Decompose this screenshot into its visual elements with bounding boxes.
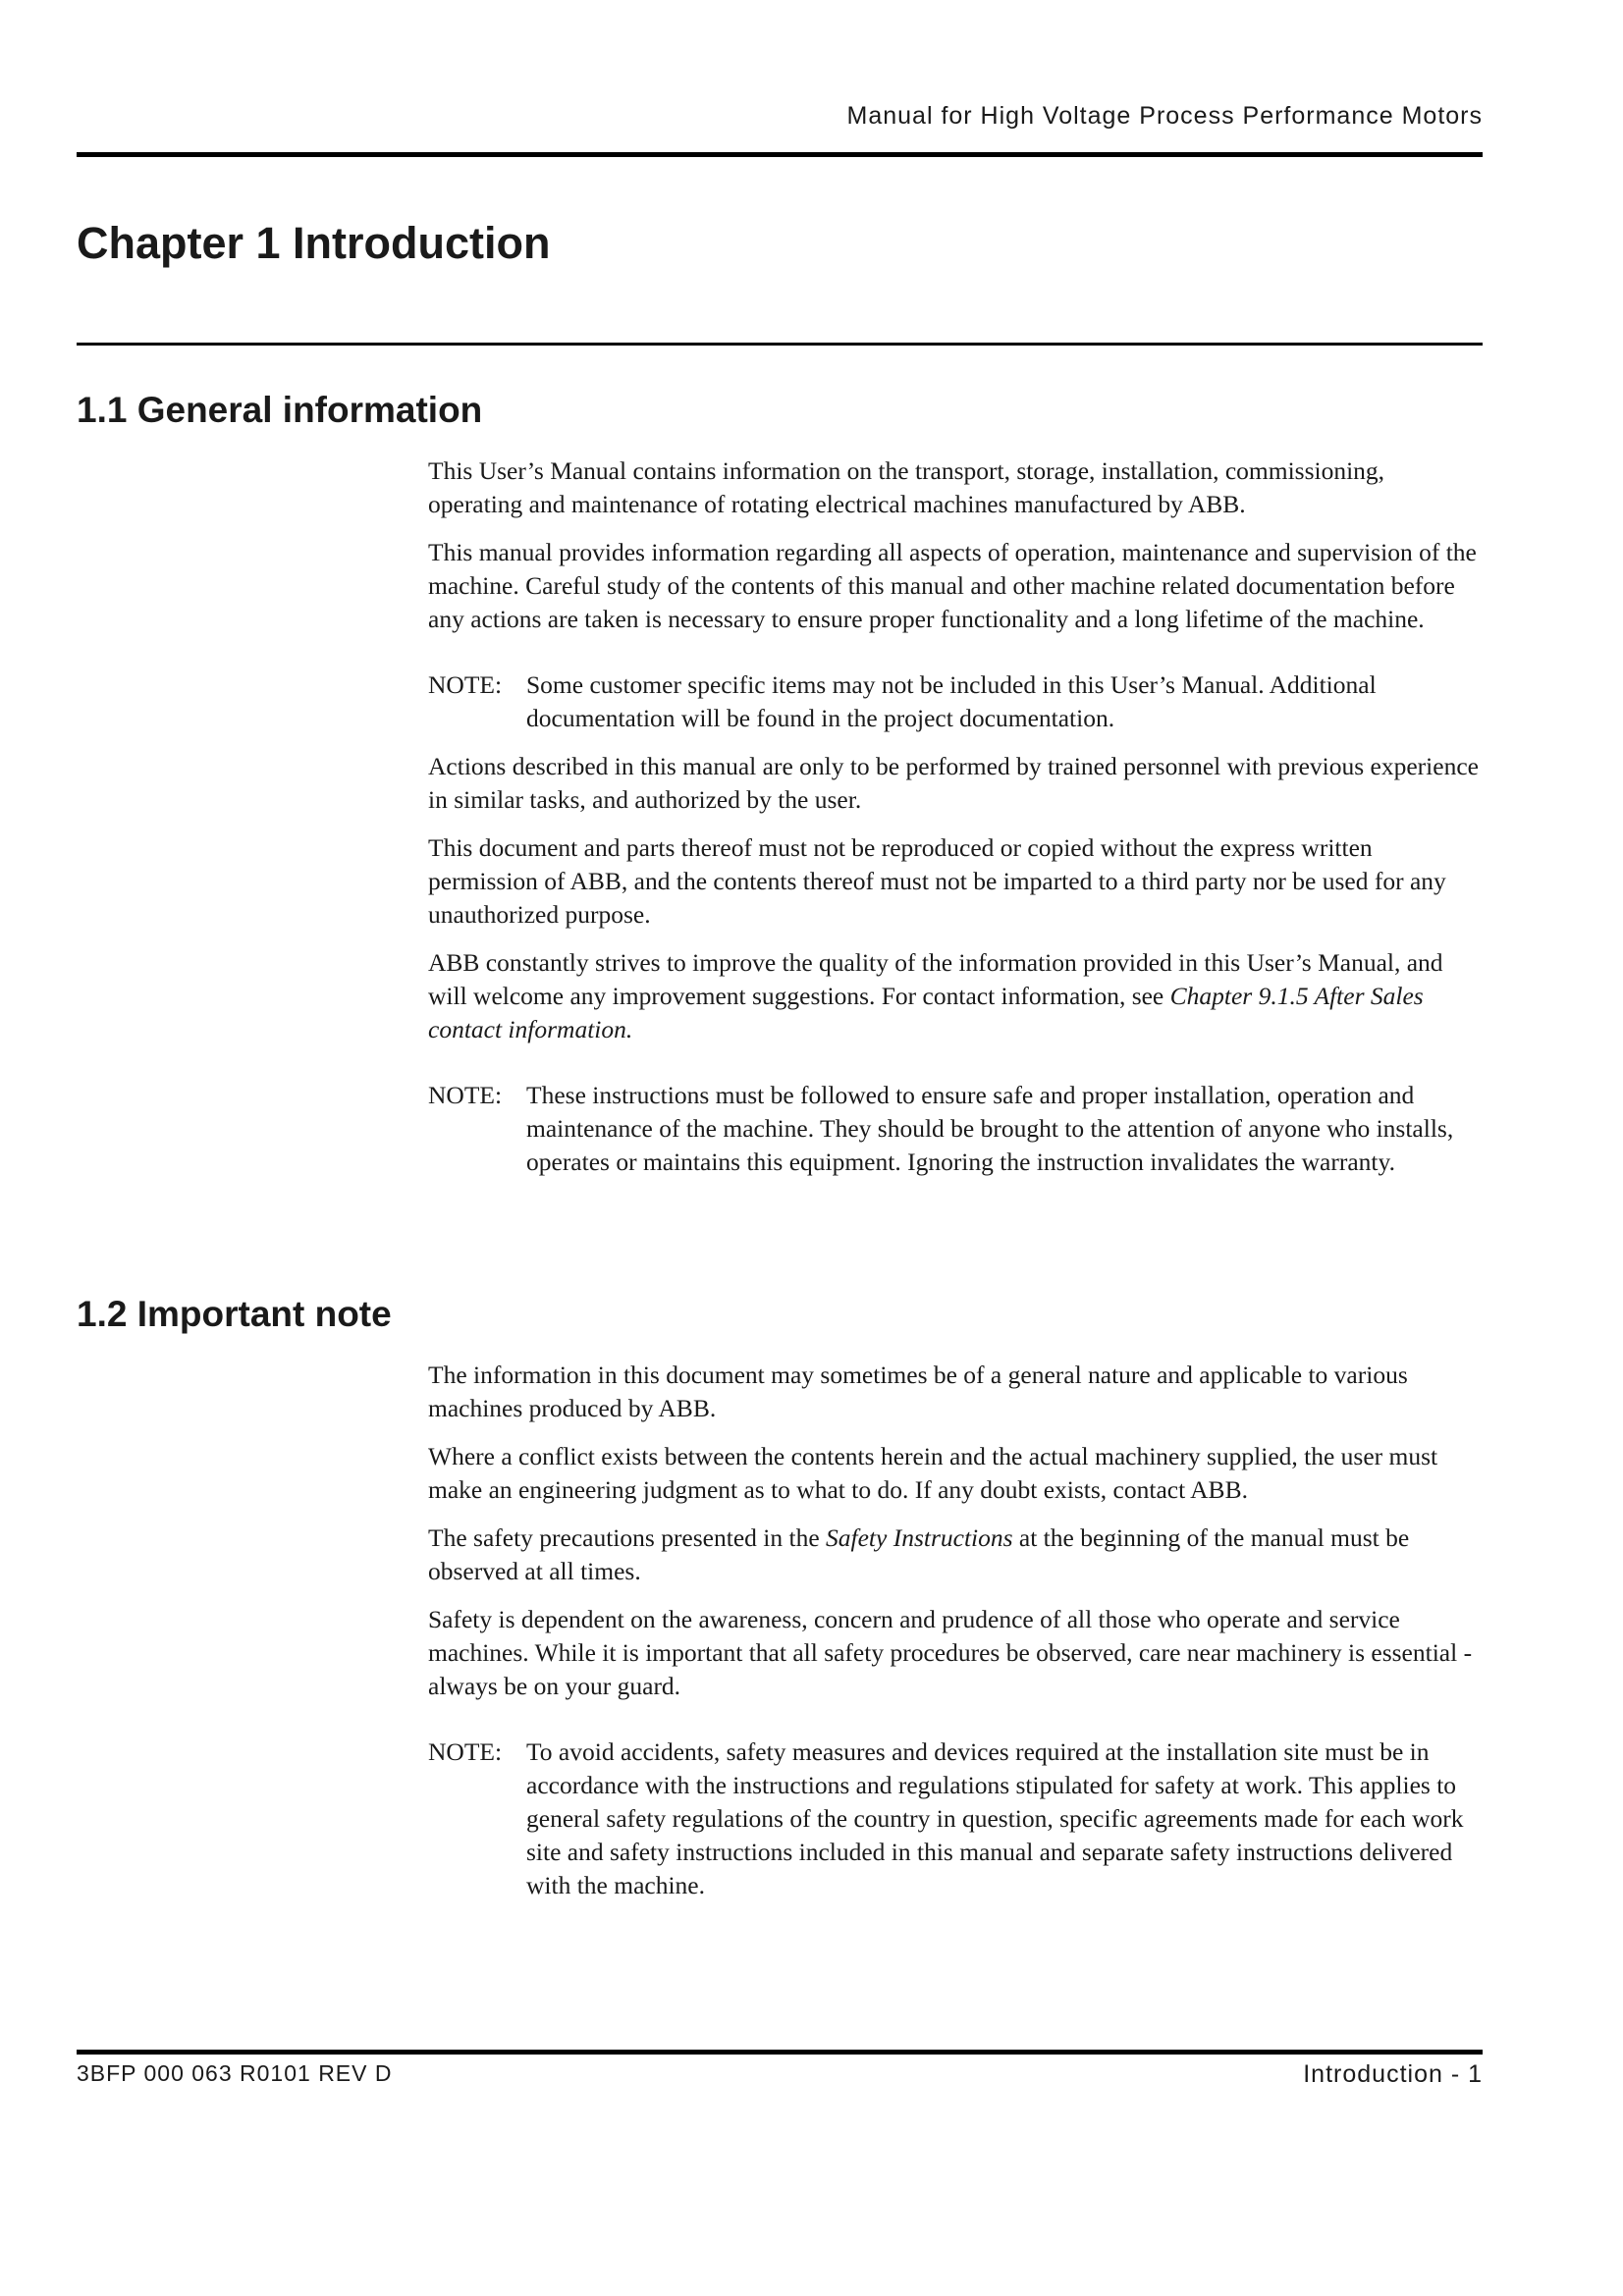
note-block <box>428 1079 1483 1179</box>
chapter-reference-link[interactable]: Chapter 9.1.5 After Sales contact information. <box>428 982 1424 1043</box>
paragraph <box>428 946 1483 1046</box>
section-body-important-note <box>428 1359 1483 1902</box>
note-text: These instructions must be followed to ensure safe and proper installation, operation and maintenance of the machine. They should be brought to the attention of anyone who installs, operates or maintains this equipment. Ignoring the instruction invalidates the warranty. <box>526 1081 1454 1176</box>
note-text: To avoid accidents, safety measures and devices required at the installation site must be in accordance with the instructions and regulations stipulated for safety at work. This applies to general safety regulations of the country in question, specific agreements made for each work site and safety instructions included in this manual and separate safety instructions delivered with the machine. <box>526 1737 1464 1899</box>
section-body-general-information <box>428 454 1483 1179</box>
note-label: NOTE: <box>428 670 503 699</box>
note-block <box>428 668 1483 735</box>
paragraph: Actions described in this manual are only to be performed by trained personnel with previous experience in similar tasks, and authorized by the user. <box>428 752 1479 814</box>
paragraph: The information in this document may sometimes be of a general nature and applicable to various machines produced by ABB. <box>428 1361 1408 1422</box>
footer-document-id: 3BFP 000 063 R0101 REV D <box>77 2060 393 2086</box>
section-title-important-note: 1.2 Important note <box>77 1294 392 1334</box>
note-label: NOTE: <box>428 1737 503 1766</box>
paragraph-text: The safety precautions presented in the <box>428 1523 827 1552</box>
section-title-general-information: 1.1 General information <box>77 390 483 430</box>
paragraph: This manual provides information regarding all aspects of operation, maintenance and supervision of the machine. Careful study of the contents of this manual and other machine related documentation before any actions are taken is necessary to ensure proper functionality and a long lifetime of the machine. <box>428 538 1477 633</box>
footer-page-number: Introduction - 1 <box>1303 2060 1483 2088</box>
paragraph-text: at the beginning of the manual must be observed at all times. <box>428 1523 1410 1585</box>
note-label: NOTE: <box>428 1081 503 1109</box>
safety-instructions-reference: Safety Instructions <box>826 1523 1013 1552</box>
chapter-rule <box>77 343 1483 346</box>
header-rule <box>77 152 1483 157</box>
note-block <box>428 1735 1483 1902</box>
paragraph-text: ABB constantly strives to improve the quality of the information provided in this User’s Manual, and will welcome any improvement suggestions. For contact information, see <box>428 948 1443 1010</box>
paragraph: This document and parts thereof must not be reproduced or copied without the express written permission of ABB, and the contents thereof must not be imparted to a third party nor be used for any unauthorized purpose. <box>428 833 1446 929</box>
paragraph: Safety is dependent on the awareness, concern and prudence of all those who operate and service machines. While it is important that all safety procedures be observed, care near machinery is essential - always be on your guard. <box>428 1605 1473 1700</box>
paragraph <box>428 1522 1483 1588</box>
chapter-title: Chapter 1 Introduction <box>77 218 551 268</box>
note-text: Some customer specific items may not be included in this User’s Manual. Additional documentation will be found in the project documentation. <box>526 670 1377 732</box>
paragraph: Where a conflict exists between the contents herein and the actual machinery supplied, the user must make an engineering judgment as to what to do. If any doubt exists, contact ABB. <box>428 1442 1438 1504</box>
footer-rule <box>77 2050 1483 2055</box>
paragraph: This User’s Manual contains information on the transport, storage, installation, commissioning, operating and maintenance of rotating electrical machines manufactured by ABB. <box>428 456 1385 518</box>
running-header: Manual for High Voltage Process Performance Motors <box>846 102 1483 130</box>
